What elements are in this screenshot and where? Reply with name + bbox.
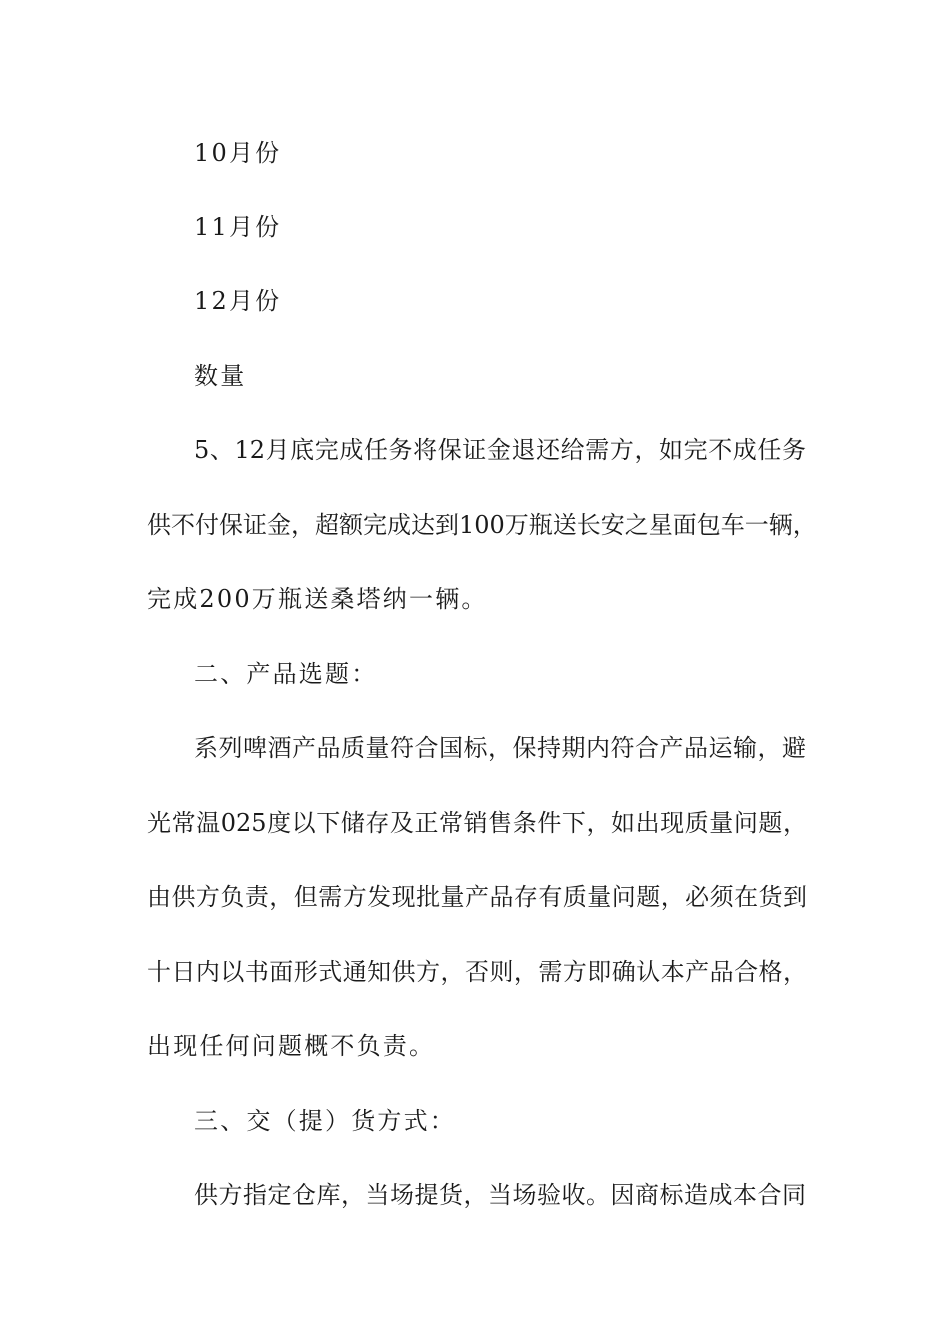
text-line-month-11: 11月份 — [194, 213, 282, 241]
section-heading-delivery: 三、交（提）货方式： — [194, 1107, 456, 1135]
paragraph-5-line-3: 完成200万瓶送桑塔纳一辆。 — [147, 585, 488, 613]
text-line-quantity: 数量 — [194, 362, 247, 390]
paragraph-quality-line-4: 十日内以书面形式通知供方，否则，需方即确认本产品合格， — [147, 958, 807, 986]
text-line-month-12: 12月份 — [194, 287, 282, 315]
text-line-month-10: 10月份 — [194, 139, 282, 167]
paragraph-quality-line-1: 系列啤酒产品质量符合国标，保持期内符合产品运输，避 — [194, 734, 806, 762]
section-heading-product: 二、产品选题： — [194, 660, 378, 688]
paragraph-quality-line-3: 由供方负责，但需方发现批量产品存有质量问题，必须在货到 — [147, 883, 807, 911]
paragraph-5-line-1: 5、12月底完成任务将保证金退还给需方，如完不成任务 — [194, 436, 806, 464]
paragraph-delivery-line-1: 供方指定仓库，当场提货，当场验收。因商标造成本合同 — [194, 1181, 806, 1209]
paragraph-quality-line-2: 光常温025度以下储存及正常销售条件下，如出现质量问题， — [147, 809, 807, 837]
paragraph-5-line-2: 供不付保证金，超额完成达到100万瓶送长安之星面包车一辆， — [147, 511, 817, 539]
paragraph-quality-line-5: 出现任何问题概不负责。 — [147, 1032, 436, 1060]
